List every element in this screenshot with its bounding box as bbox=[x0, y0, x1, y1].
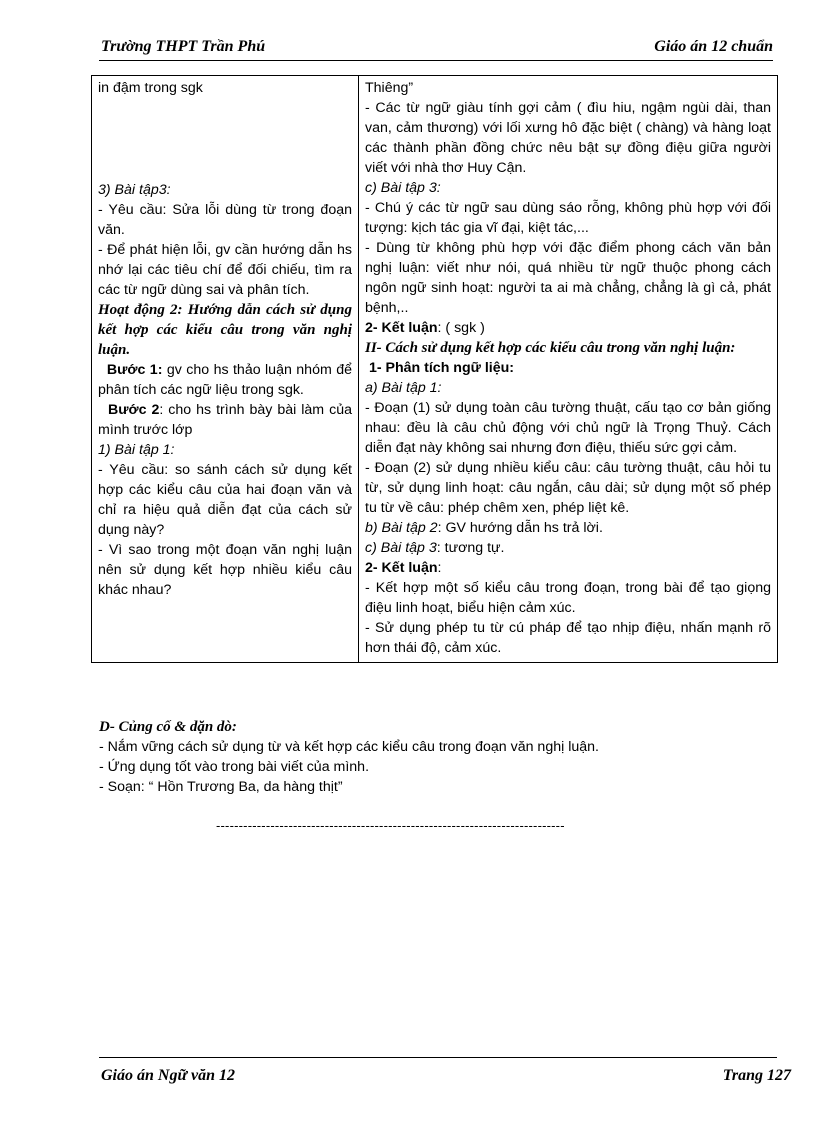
exercise-a-para-2: - Đoạn (2) sử dụng nhiều kiểu câu: câu tường thuật, câu hỏi tu từ, sử dụng linh hoạt: câu ngắn, câu dài; sử dụng một số phép tu từ về câu: phép chêm xen, phép liệt kê. bbox=[365, 460, 771, 516]
analysis-heading-text: 1- Phân tích ngữ liệu: bbox=[368, 360, 515, 376]
left-line: in đậm trong sgk bbox=[98, 80, 203, 96]
conclusion-2 bbox=[365, 558, 771, 578]
conclusion-1-label: 2- Kết luận bbox=[365, 320, 438, 336]
exercise-1-title: 1) Bài tập 1: bbox=[98, 442, 175, 458]
right-line: Thiêng” bbox=[365, 80, 414, 96]
header-school: Trường THPT Trần Phú bbox=[101, 38, 266, 55]
exercise-1-question: - Vì sao trong một đoạn văn nghị luận nên sử dụng kết hợp nhiều kiểu câu khác nhau? bbox=[98, 542, 352, 598]
step-1-label: Bước 1: bbox=[106, 362, 163, 378]
conclusion-1 bbox=[365, 318, 771, 338]
exercise-1-request: - Yêu cầu: so sánh cách sử dụng kết hợp các kiểu câu của hai đoạn văn và chỉ ra hiệu quả diễn đạt của cách sử dụng này? bbox=[98, 462, 352, 538]
analysis-heading bbox=[365, 358, 771, 378]
consolidation-section bbox=[99, 717, 779, 797]
exercise-c3-title: c) Bài tập 3: bbox=[365, 180, 441, 196]
right-paragraph: - Các từ ngữ giàu tính gợi cảm ( đìu hiu, ngậm ngùi dài, than van, cảm thương) với lối xưng hô đặc biệt ( chàng) và hàng loạt các thành phần đồng chức nêu bật sự đồng điệu giữa người viết với nhà thơ Huy Cận. bbox=[365, 100, 771, 176]
step-2-label: Bước 2 bbox=[107, 402, 160, 418]
exercise-c bbox=[365, 538, 771, 558]
step-1-text: gv cho hs thảo luận nhóm để phân tích các ngữ liệu trong sgk. bbox=[98, 362, 352, 398]
footer-subject: Giáo án Ngữ văn 12 bbox=[101, 1067, 236, 1084]
exercise-3-title: 3) Bài tập3: bbox=[98, 182, 171, 198]
conclusion-1-text: : ( sgk ) bbox=[437, 320, 485, 336]
step-2-text: : cho hs trình bày bài làm của mình trước lớp bbox=[98, 402, 352, 438]
exercise-b-label: b) Bài tập 2 bbox=[365, 520, 438, 536]
dashed-separator: ----------------------------------------------------------------------------- bbox=[216, 818, 565, 833]
consolidation-title: D- Củng cố & dặn dò: bbox=[99, 719, 237, 735]
exercise-3-guide: - Để phát hiện lỗi, gv cần hướng dẫn hs nhớ lại các tiêu chí để đối chiếu, tìm ra các từ ngữ dùng sai và phân tích. bbox=[98, 242, 352, 298]
exercise-c3-note-a: - Chú ý các từ ngữ sau dùng sáo rỗng, không phù hợp với đối tượng: kịch tác gia vĩ đại, kiệt tác,... bbox=[365, 200, 771, 236]
exercise-3-request: - Yêu cầu: Sửa lỗi dùng từ trong đoạn văn. bbox=[98, 202, 352, 238]
exercise-c3-note-b: - Dùng từ không phù hợp với đặc điểm phong cách văn bản nghị luận: viết như nói, quá nhiều từ ngữ thuộc phong cách ngôn ngữ sinh hoạt: người ta ai mà chẳng, chẳng là gì cả, phát bệnh,.. bbox=[365, 240, 771, 316]
content-column bbox=[359, 76, 778, 663]
list-item: - Nắm vững cách sử dụng từ và kết hợp các kiểu câu trong đoạn văn nghị luận. bbox=[99, 739, 599, 755]
list-item: - Ứng dụng tốt vào trong bài viết của mình. bbox=[99, 759, 370, 775]
lesson-table bbox=[91, 75, 778, 663]
exercise-c-label: c) Bài tập 3 bbox=[365, 540, 437, 556]
conclusion-2-text: : bbox=[437, 560, 442, 576]
exercise-a-title: a) Bài tập 1: bbox=[365, 380, 442, 396]
step-1 bbox=[98, 360, 352, 400]
conclusion-2-label: 2- Kết luận bbox=[365, 560, 438, 576]
exercise-b bbox=[365, 518, 771, 538]
exercise-c-text: : tương tự. bbox=[436, 540, 505, 556]
list-item: - Soạn: “ Hồn Trương Ba, da hàng thịt” bbox=[99, 779, 343, 795]
page-footer bbox=[99, 1057, 791, 1088]
conclusion-2-point-a: - Kết hợp một số kiểu câu trong đoạn, trong bài để tạo giọng điệu linh hoạt, biểu hiện cảm xúc. bbox=[365, 580, 771, 616]
exercise-b-text: : GV hướng dẫn hs trả lời. bbox=[437, 520, 603, 536]
step-2 bbox=[98, 400, 352, 440]
page-header bbox=[99, 36, 773, 61]
table-row bbox=[92, 76, 778, 663]
conclusion-2-point-b: - Sử dụng phép tu từ cú pháp để tạo nhịp điệu, nhấn mạnh rõ hơn thái độ, cảm xúc. bbox=[365, 620, 771, 656]
page-number: Trang 127 bbox=[722, 1067, 791, 1084]
activity-2-heading: Hoạt động 2: Hướng dẫn cách sử dụng kết hợp các kiểu câu trong văn nghị luận. bbox=[98, 302, 352, 358]
teacher-activity-column bbox=[92, 76, 359, 663]
header-title: Giáo án 12 chuẩn bbox=[654, 38, 773, 55]
section-2-heading: II- Cách sử dụng kết hợp các kiểu câu trong văn nghị luận: bbox=[365, 340, 736, 356]
exercise-a-para-1: - Đoạn (1) sử dụng toàn câu tường thuật, cấu tạo cơ bản giống nhau: đều là câu chủ động với chủ ngữ là Trọng Thuỷ. Cách diễn đạt này không sai nhưng đơn điệu, thiếu sức gợi cảm. bbox=[365, 400, 771, 456]
